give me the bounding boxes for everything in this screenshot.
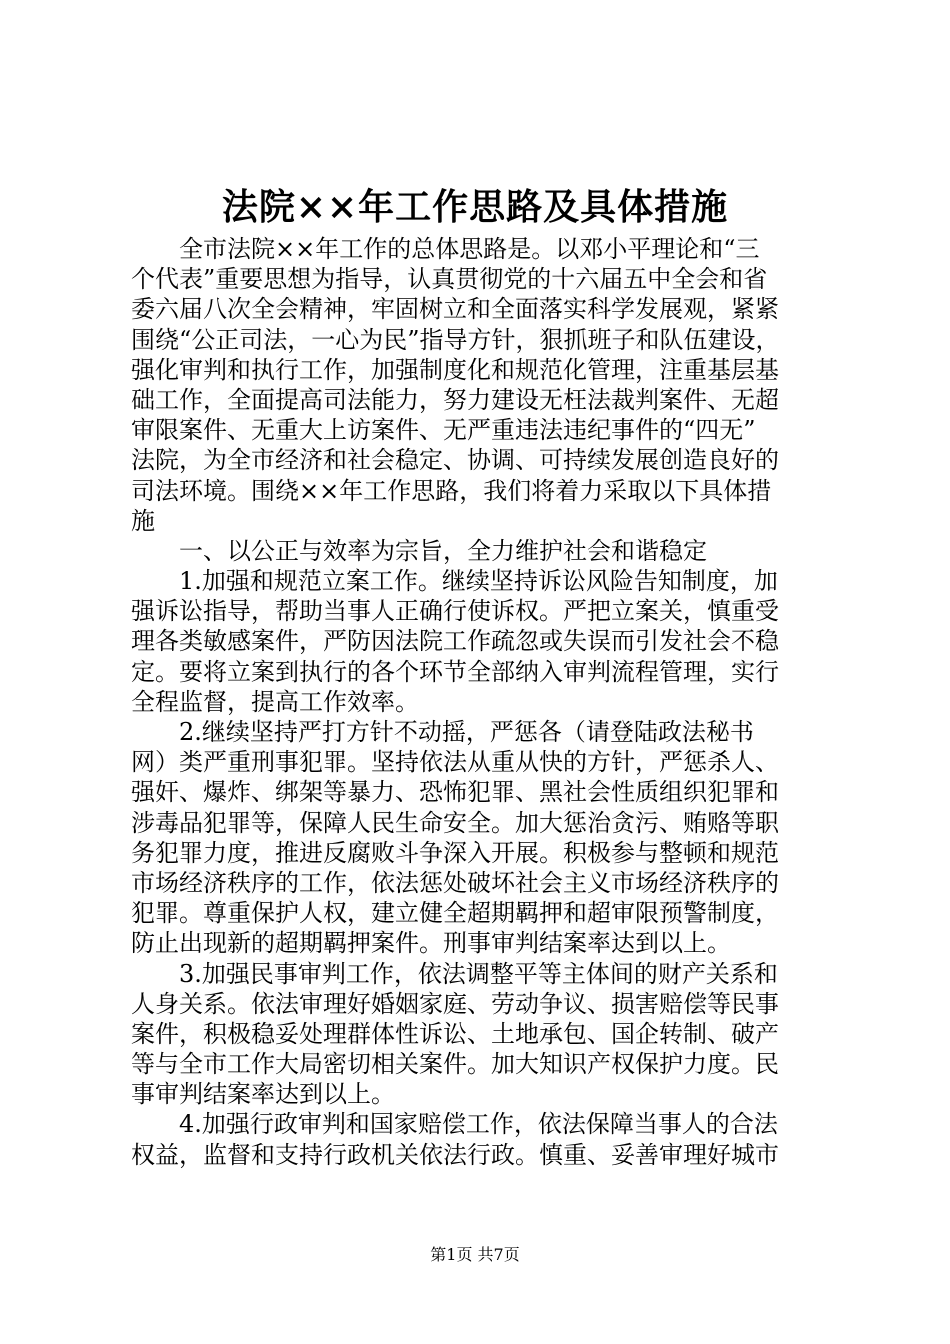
body-line: 等与全市工作大局密切相关案件。加大知识产权保护力度。民: [131, 1050, 779, 1079]
body-line: 审限案件、无重大上访案件、无严重违法违纪事件的“四无”: [131, 416, 756, 445]
body-line: 务犯罪力度，推进反腐败斗争深入开展。积极参与整顿和规范: [131, 838, 779, 867]
body-line: 事审判结案率达到以上。: [131, 1080, 395, 1109]
body-line: 司法环境。围绕××年工作思路，我们将着力采取以下具体措: [131, 476, 772, 505]
body-line: 全市法院××年工作的总体思路是。以邓小平理论和“三: [131, 235, 760, 263]
body-line: 案件，积极稳妥处理群体性诉讼、土地承包、国企转制、破产: [131, 1019, 779, 1048]
body-line: 法院，为全市经济和社会稳定、协调、可持续发展创造良好的: [131, 446, 779, 475]
section-heading: 一、以公正与效率为宗旨，全力维护社会和谐稳定: [131, 536, 707, 565]
body-line: 委六届八次全会精神，牢固树立和全面落实科学发展观，紧紧: [131, 295, 779, 324]
body-line: 强奸、爆炸、绑架等暴力、恐怖犯罪、黑社会性质组织犯罪和: [131, 778, 779, 807]
body-line: 权益，监督和支持行政机关依法行政。慎重、妥善审理好城市: [131, 1140, 779, 1169]
body-line: 防止出现新的超期羁押案件。刑事审判结案率达到以上。: [131, 929, 731, 958]
body-line: 犯罪。尊重保护人权，建立健全超期羁押和超审限预警制度，: [131, 899, 779, 928]
document-body: [131, 234, 831, 1170]
body-line: 市场经济秩序的工作，依法惩处破坏社会主义市场经济秩序的: [131, 868, 779, 897]
body-line: 1.加强和规范立案工作。继续坚持诉讼风险告知制度，加: [131, 567, 778, 596]
body-line: 涉毒品犯罪等，保障人民生命安全。加大惩治贪污、贿赂等职: [131, 808, 779, 837]
body-line: 人身关系。依法审理好婚姻家庭、劳动争议、损害赔偿等民事: [131, 989, 779, 1018]
body-line: 4.加强行政审判和国家赔偿工作，依法保障当事人的合法: [131, 1110, 778, 1139]
body-line: 网）类严重刑事犯罪。坚持依法从重从快的方针，严惩杀人、: [131, 748, 779, 777]
body-line: 定。要将立案到执行的各个环节全部纳入审判流程管理，实行: [131, 657, 779, 686]
body-line: 围绕“公正司法，一心为民”指导方针，狠抓班子和队伍建设，: [131, 325, 780, 354]
body-line: 础工作，全面提高司法能力，努力建设无枉法裁判案件、无超: [131, 385, 779, 414]
body-line: 个代表”重要思想为指导，认真贯彻党的十六届五中全会和省: [131, 265, 768, 294]
body-line: 施: [131, 506, 155, 535]
body-line: 强诉讼指导，帮助当事人正确行使诉权。严把立案关，慎重受: [131, 597, 779, 626]
body-line: 强化审判和执行工作，加强制度化和规范化管理，注重基层基: [131, 355, 779, 384]
document-title: 法院××年工作思路及具体措施: [221, 186, 729, 228]
body-line: 理各类敏感案件，严防因法院工作疏忽或失误而引发社会不稳: [131, 627, 779, 656]
page-number: 第1页 共7页: [430, 1245, 520, 1264]
body-line: 全程监督，提高工作效率。: [131, 687, 419, 716]
body-line: 3.加强民事审判工作，依法调整平等主体间的财产关系和: [131, 959, 778, 988]
body-line: 2.继续坚持严打方针不动摇，严惩各（请登陆政法秘书: [131, 718, 754, 746]
